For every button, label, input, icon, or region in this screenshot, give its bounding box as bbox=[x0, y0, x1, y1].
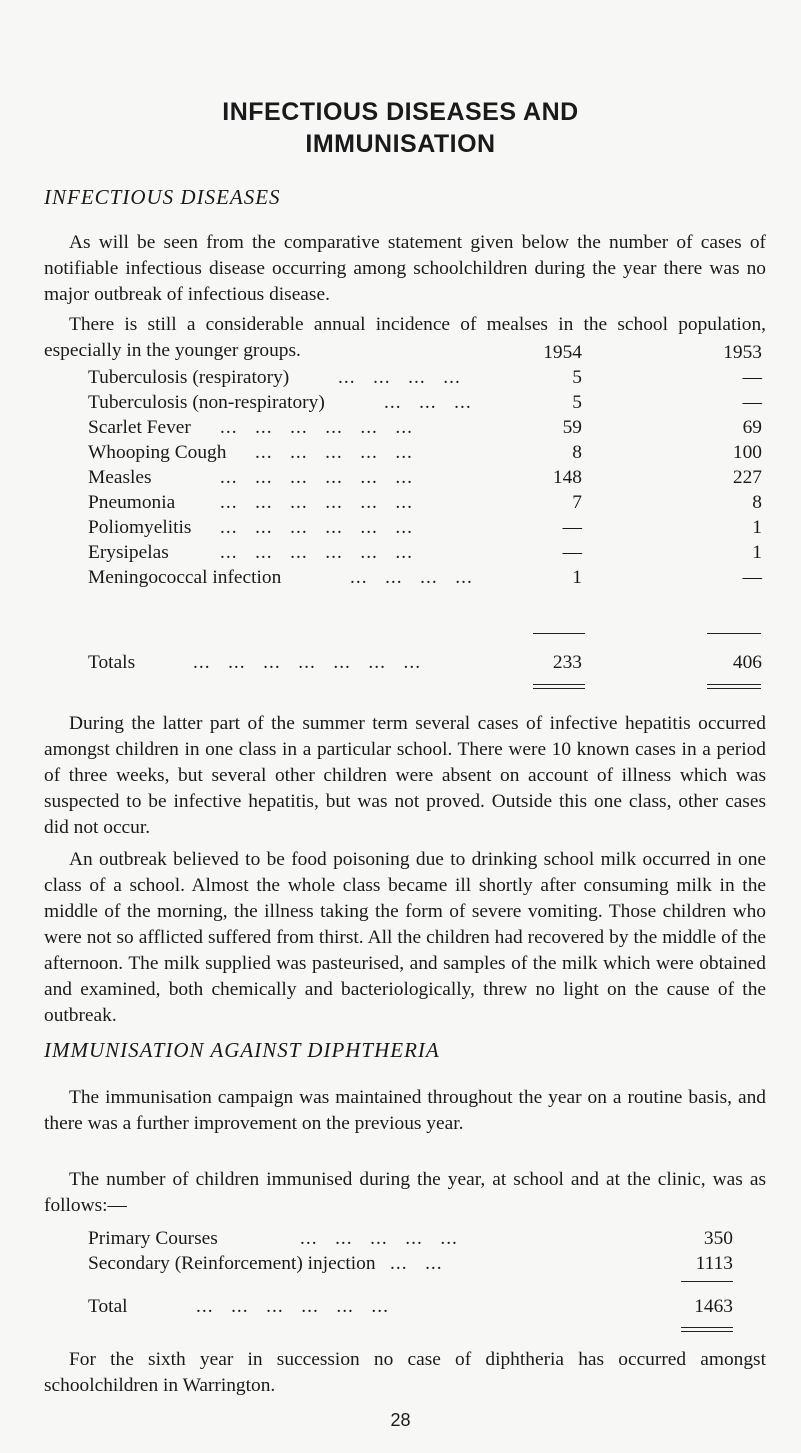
table-row bbox=[88, 565, 768, 591]
value-1953: — bbox=[742, 367, 762, 388]
leader-dots: ... ... ... ... bbox=[350, 567, 473, 588]
value-1953: — bbox=[742, 567, 762, 588]
immunisation-type: Secondary (Reinforcement) injection bbox=[88, 1253, 376, 1274]
value-1954: 8 bbox=[572, 442, 582, 463]
leader-dots: ... ... ... ... ... ... bbox=[220, 417, 413, 438]
leader-dots: ... ... bbox=[390, 1253, 443, 1274]
totals-row bbox=[88, 650, 768, 676]
page-number: 28 bbox=[390, 1410, 411, 1430]
value-1954: — bbox=[562, 542, 582, 563]
disease-name: Poliomyelitis bbox=[88, 517, 192, 538]
table-row bbox=[88, 390, 768, 416]
value-1953: 69 bbox=[742, 417, 762, 438]
total-double-rule-1954 bbox=[533, 684, 585, 689]
disease-name: Pneumonia bbox=[88, 492, 176, 513]
paragraph-measles-incidence: There is still a considerable annual incidence of mealses in the school population, especially in the younger groups. bbox=[44, 314, 766, 361]
totals-label: Totals bbox=[88, 652, 136, 673]
table-row bbox=[88, 515, 768, 541]
value-1954: 148 bbox=[552, 467, 582, 488]
section-heading-immunisation: IMMUNISATION AGAINST DIPHTHERIA bbox=[44, 1038, 440, 1062]
table-row bbox=[88, 1251, 748, 1277]
immunisation-total-leader-dots: ... ... ... ... ... ... bbox=[196, 1296, 389, 1317]
table-row bbox=[88, 465, 768, 491]
value-1954: 1 bbox=[572, 567, 582, 588]
disease-name: Tuberculosis (non-respiratory) bbox=[88, 392, 325, 413]
leader-dots: ... ... ... bbox=[384, 392, 472, 413]
subtotal-rule-1954 bbox=[533, 633, 585, 634]
leader-dots: ... ... ... ... ... ... bbox=[220, 492, 413, 513]
totals-value-1953: 406 bbox=[732, 652, 762, 673]
value-1953: 1 bbox=[752, 517, 762, 538]
subtotal-rule-1953 bbox=[707, 633, 761, 634]
disease-name: Erysipelas bbox=[88, 542, 169, 563]
disease-name: Meningococcal infection bbox=[88, 567, 282, 588]
immunisation-count: 1113 bbox=[695, 1253, 733, 1274]
value-1953: 1 bbox=[752, 542, 762, 563]
value-1953: 100 bbox=[732, 442, 762, 463]
paragraph-food-poisoning: An outbreak believed to be food poisoning due to drinking school milk occurred in one class of a school. Almost the whole class became ill shortly after consuming milk in the middle of the morning, the illness taking the form of severe vomiting. Those children who were not so afflicted suffered from thirst. All the children had recovered by the middle of the afternoon. The milk supplied was pasteurised, and samples of the milk which were obtained and examined, both chemically and bacteriologically, threw no light on the cause of the outbreak. bbox=[44, 849, 766, 1026]
immunisation-total-double-rule bbox=[681, 1327, 733, 1332]
paragraph-children-immunised: The number of children immunised during the year, at school and at the clinic, was as follows:— bbox=[44, 1169, 766, 1216]
page-title-line-1: INFECTIOUS DISEASES AND bbox=[222, 98, 579, 126]
value-1954: — bbox=[562, 517, 582, 538]
page-title-line-2: IMMUNISATION bbox=[305, 130, 496, 158]
table-row bbox=[88, 1226, 748, 1252]
immunisation-type: Primary Courses bbox=[88, 1228, 218, 1249]
leader-dots: ... ... ... ... ... ... bbox=[220, 517, 413, 538]
totals-leader-dots: ... ... ... ... ... ... ... bbox=[193, 652, 422, 673]
leader-dots: ... ... ... ... ... bbox=[255, 442, 413, 463]
immunisation-total-value: 1463 bbox=[694, 1296, 733, 1317]
totals-value-1954: 233 bbox=[552, 652, 582, 673]
value-1954: 5 bbox=[572, 392, 582, 413]
value-1954: 7 bbox=[572, 492, 582, 513]
paragraph-immunisation-campaign: The immunisation campaign was maintained throughout the year on a routine basis, and there was a further improvement on the previous year. bbox=[44, 1087, 766, 1134]
immunisation-subtotal-rule bbox=[681, 1281, 733, 1282]
paragraph-comparative-statement: As will be seen from the comparative statement given below the number of cases of notifiable infectious disease occurring among schoolchildren during the year there was no major outbreak of infectious disease. bbox=[44, 232, 766, 305]
leader-dots: ... ... ... ... ... ... bbox=[220, 467, 413, 488]
leader-dots: ... ... ... ... bbox=[338, 367, 461, 388]
leader-dots: ... ... ... ... ... bbox=[300, 1228, 458, 1249]
value-1954: 59 bbox=[562, 417, 582, 438]
paragraph-infective-hepatitis: During the latter part of the summer term several cases of infective hepatitis occurred amongst children in one class in a particular school. There were 10 known cases in a period of three weeks, but several other children were absent on account of illness which was suspected to be infective hepatitis, but was not proved. Outside this one class, other cases did not occur. bbox=[44, 713, 766, 838]
immunisation-count: 350 bbox=[703, 1228, 733, 1249]
total-double-rule-1953 bbox=[707, 684, 761, 689]
table-row bbox=[88, 415, 768, 441]
disease-name: Scarlet Fever bbox=[88, 417, 191, 438]
table-row bbox=[88, 490, 768, 516]
leader-dots: ... ... ... ... ... ... bbox=[220, 542, 413, 563]
table-row bbox=[88, 540, 768, 566]
value-1954: 5 bbox=[572, 367, 582, 388]
immunisation-total-label: Total bbox=[88, 1296, 128, 1317]
column-header-1954: 1954 bbox=[543, 342, 582, 363]
section-heading-infectious-diseases: INFECTIOUS DISEASES bbox=[44, 185, 281, 209]
table-row bbox=[88, 440, 768, 466]
value-1953: — bbox=[742, 392, 762, 413]
paragraph-no-diphtheria: For the sixth year in succession no case of diphtheria has occurred amongst schoolchildren in Warrington. bbox=[44, 1349, 766, 1396]
disease-name: Measles bbox=[88, 467, 152, 488]
column-header-1953: 1953 bbox=[723, 342, 762, 363]
disease-name: Whooping Cough bbox=[88, 442, 227, 463]
value-1953: 8 bbox=[752, 492, 762, 513]
disease-name: Tuberculosis (respiratory) bbox=[88, 367, 290, 388]
immunisation-total-row bbox=[88, 1294, 748, 1320]
value-1953: 227 bbox=[732, 467, 762, 488]
table-row bbox=[88, 365, 768, 391]
